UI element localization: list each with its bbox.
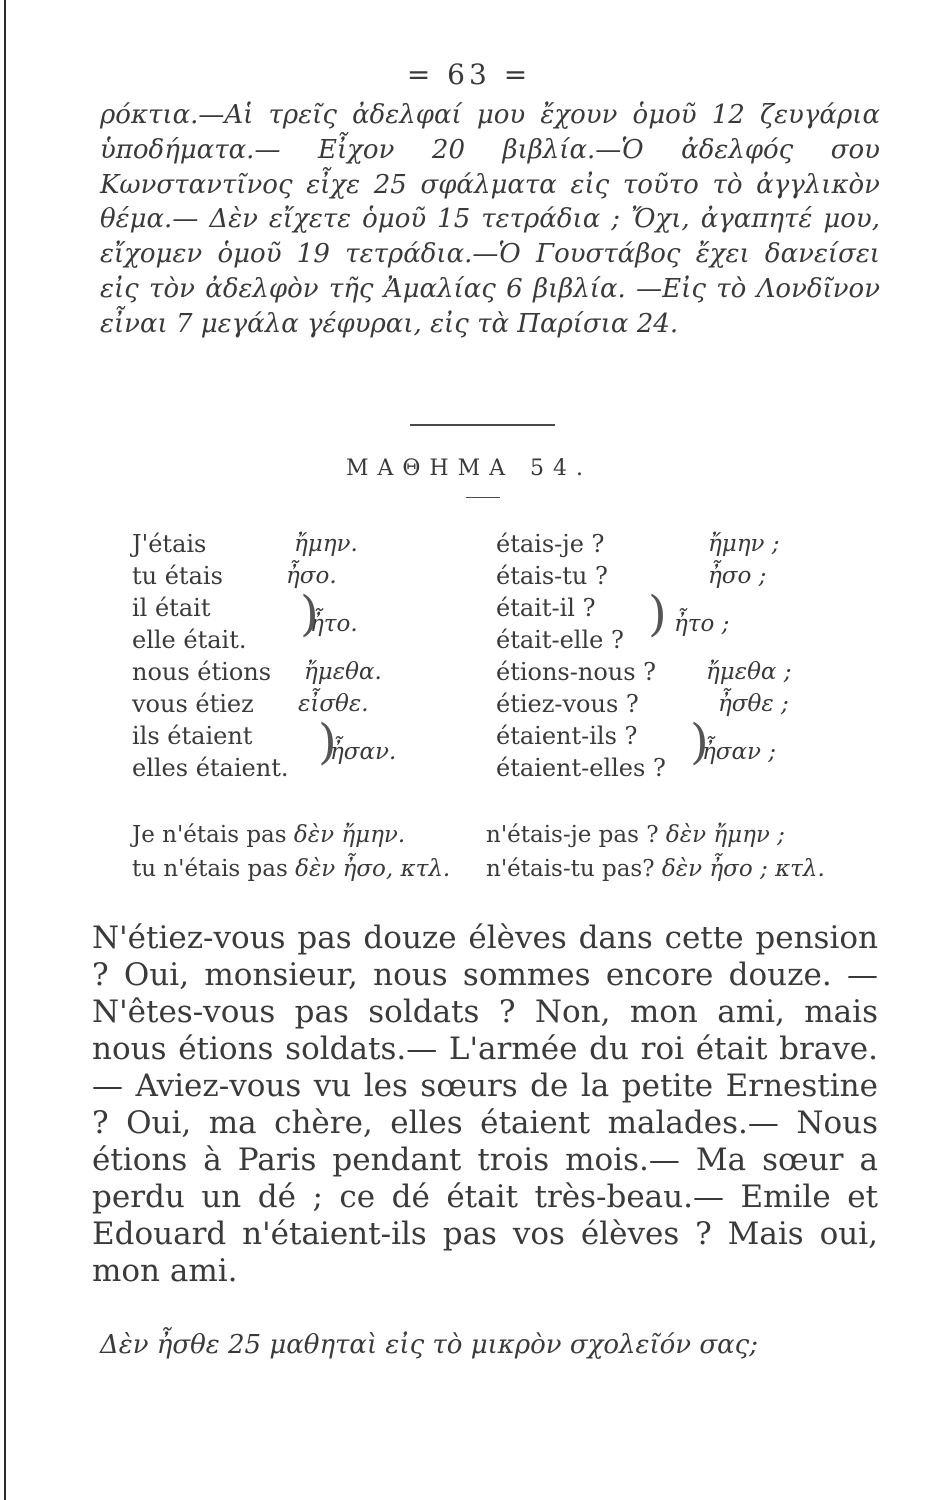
french-exercise-paragraph [92, 920, 878, 1290]
greek-form: ἦσθε ; [718, 691, 789, 717]
greek-form: ἤμην. [294, 531, 358, 557]
conjugation-row [496, 656, 876, 688]
brace-symbol: ) [690, 714, 709, 770]
conjugation-row [132, 592, 462, 624]
greek-form: δὲν ἦσο, κτλ. [295, 856, 451, 882]
french-form: étions-nous ? [496, 658, 657, 686]
french-form: étais-je ? [496, 530, 605, 558]
conjugation-row [132, 688, 462, 720]
french-form: nous étions [132, 658, 272, 686]
conjugation-row [496, 611, 876, 656]
conjugation-row [132, 528, 462, 560]
french-form: étiez-vous ? [496, 690, 639, 718]
greek-exercise-paragraph: ρόκτια.—Αἱ τρεῖς ἀδελφαί μου ἔχουν ὁμοῦ 12 ζευγάρια ὑποδήματα.— Εἶχον 20 βιβλία.—Ὁ ἀδελφός σου Κωνσταντῖνος εἶχε 25 σφάλματα εἰς τοῦτο τὸ ἀγγλικὸν θέμα.— Δὲν εἴχετε ὁμοῦ 15 τετράδια ; Ὄχι, ἀγαπητέ μου, εἴχομεν ὁμοῦ 19 τετράδια.—Ὁ Γουστάβος ἔχει δανείσει εἰς τὸν ἀδελφὸν τῆς Ἀμαλίας 6 βιβλία. —Εἰς τὸ Λονδῖνον εἶναι 7 μεγάλα γέφυραι, εἰς τὰ Παρίσια 24. [100, 100, 880, 339]
brace-symbol: ) [648, 586, 667, 642]
conjugation-row [496, 739, 876, 784]
greek-form: ἦτο. [310, 611, 358, 637]
greek-closing-line: Δὲν ἦσθε 25 μαθηταὶ εἰς τὸ μικρὸν σχολεῖόν σας; [100, 1330, 758, 1360]
brace-symbol: ) [318, 714, 337, 770]
conjugation-row [132, 720, 462, 752]
french-form: tu n'étais pas [132, 856, 288, 882]
greek-form: ἦσαν ; [702, 739, 777, 765]
page-number: = 63 = [406, 58, 532, 91]
conjugation-row [496, 560, 876, 592]
french-form: était-il ? [496, 594, 596, 622]
greek-form: ἦτο ; [674, 611, 730, 637]
section-divider [410, 424, 555, 426]
conjugation-interrogative [496, 528, 876, 784]
french-form: étaient-ils ? [496, 722, 638, 750]
french-form: étais-tu ? [496, 562, 608, 590]
page-gutter-line [4, 0, 6, 1500]
french-form: J'étais [132, 530, 207, 558]
lesson-heading: ΜΑΘΗΜΑ 54. [345, 456, 593, 481]
negative-row [132, 856, 450, 882]
conjugation-row [496, 688, 876, 720]
heading-short-rule [466, 497, 500, 498]
negative-row [486, 856, 825, 882]
greek-form: ἦσαν. [330, 739, 397, 765]
french-form: était-elle ? [496, 626, 624, 654]
greek-form: ἦσο ; [708, 563, 767, 589]
french-form: elles étaient. [132, 754, 289, 782]
french-form: il était [132, 594, 211, 622]
french-form: Je n'étais pas [132, 822, 287, 848]
french-form: elle était. [132, 626, 247, 654]
conjugation-row [496, 720, 876, 752]
greek-form: εἶσθε. [298, 691, 369, 717]
french-form: n'étais-tu pas? [486, 856, 655, 882]
french-form: ils étaient [132, 722, 253, 750]
greek-form: δὲν ἦσο ; κτλ. [661, 856, 825, 882]
conjugation-row [132, 739, 462, 784]
french-form: n'étais-je pas ? [486, 822, 659, 848]
french-form: tu étais [132, 562, 223, 590]
conjugation-row [496, 528, 876, 560]
negative-row [132, 822, 405, 848]
exercise-text: N'étiez-vous pas douze élèves dans cette pension ? Oui, monsieur, nous sommes encore douze. — N'êtes-vous pas soldats ? Non, mon ami, mais nous étions soldats.— L'armée du roi était brave. — Aviez-vous vu les sœurs de la petite Ernestine ? Oui, ma chère, elles étaient malades.— Nous étions à Paris pendant trois mois.— Ma sœur a perdu un dé ; ce dé était très-beau.— Emile et Edouard n'étaient-ils pas vos élèves ? Mais oui, mon ami. [92, 920, 878, 1289]
french-form: vous étiez [132, 690, 254, 718]
greek-form: δὲν ἤμην ; [665, 822, 785, 848]
conjugation-affirmative [132, 528, 462, 784]
conjugation-row [132, 560, 462, 592]
french-form: étaient-elles ? [496, 754, 666, 782]
greek-form: ἤμεθα ; [706, 659, 792, 685]
brace-symbol: ) [300, 586, 319, 642]
negative-row [486, 822, 785, 848]
greek-form: ἦσο. [286, 563, 337, 589]
conjugation-row [132, 656, 462, 688]
conjugation-row [132, 611, 462, 656]
greek-form: ἤμεθα. [304, 659, 382, 685]
greek-form: δὲν ἤμην. [293, 822, 406, 848]
greek-form: ἤμην ; [708, 531, 780, 557]
